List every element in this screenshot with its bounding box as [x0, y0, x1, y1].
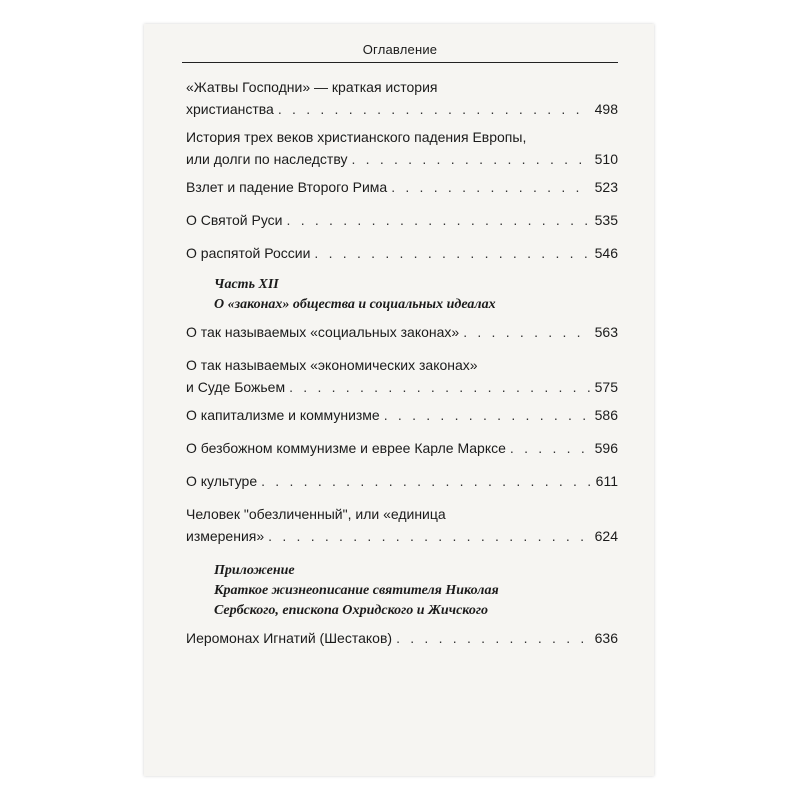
- dot-leader: [314, 242, 590, 264]
- toc-entry-row: [186, 404, 618, 426]
- toc-entry-title: измерения»: [186, 528, 265, 544]
- dot-leader: [391, 176, 590, 198]
- toc-entry-line: История трех веков христианского падения Европы,: [186, 129, 527, 145]
- toc-entry-row: [186, 376, 618, 398]
- toc-entry-title: О безбожном коммунизме и еврее Карле Марксе: [186, 440, 506, 456]
- toc-entry-title: Иеромонах Игнатий (Шестаков): [186, 630, 393, 646]
- part-heading: [186, 275, 618, 315]
- part-title: О «законах» общества и социальных идеалах: [214, 297, 496, 312]
- page-number: 624: [594, 528, 618, 544]
- toc-entry-row: [186, 209, 618, 231]
- page-number: 563: [594, 324, 618, 340]
- toc-entry[interactable]: [186, 126, 618, 170]
- page-number: 636: [594, 630, 618, 646]
- dot-leader: [261, 470, 592, 492]
- dot-leader: [268, 525, 590, 547]
- toc-entry-title: христианства: [186, 101, 274, 117]
- toc-group-c: [186, 627, 618, 649]
- toc-entry-row: [186, 321, 618, 343]
- toc-group-b: [186, 321, 618, 547]
- dot-leader: [384, 404, 591, 426]
- toc-entry-title: О так называемых «социальных законах»: [186, 324, 460, 340]
- page-number: 546: [594, 245, 618, 261]
- toc-entry[interactable]: [186, 242, 618, 264]
- toc-entry-title: О капитализме и коммунизме: [186, 407, 380, 423]
- appendix-title-line-2: Сербского, епископа Охридского и Жичского: [214, 603, 489, 618]
- toc-entry[interactable]: [186, 437, 618, 459]
- toc-entry-row: [186, 627, 618, 649]
- toc-entry-row: [186, 176, 618, 198]
- toc-entry[interactable]: [186, 354, 618, 398]
- toc-entry[interactable]: [186, 627, 618, 649]
- toc-entry[interactable]: [186, 76, 618, 120]
- dot-leader: [278, 98, 591, 120]
- toc-entry-line: «Жатвы Господни» — краткая история: [186, 79, 438, 95]
- toc-entry-row: [186, 470, 618, 492]
- page-number: 586: [594, 407, 618, 423]
- page-number: 575: [594, 379, 618, 395]
- toc-entry-line: Человек "обезличенный", или «единица: [186, 506, 446, 522]
- appendix-heading: [186, 561, 618, 621]
- toc-entry[interactable]: [186, 209, 618, 231]
- toc-entry[interactable]: [186, 176, 618, 198]
- toc-entry[interactable]: [186, 404, 618, 426]
- page-number: 510: [594, 151, 618, 167]
- page-number: 535: [594, 212, 618, 228]
- toc-entry-row: [186, 525, 618, 547]
- page-number: 611: [595, 473, 618, 489]
- toc-entry-title: Взлет и падение Второго Рима: [186, 179, 388, 195]
- toc-entry-title: и Суде Божьем: [186, 379, 286, 395]
- dot-leader: [510, 437, 591, 459]
- dot-leader: [287, 209, 591, 231]
- dot-leader: [396, 627, 591, 649]
- dot-leader: [463, 321, 590, 343]
- page-number: 523: [594, 179, 618, 195]
- dot-leader: [351, 148, 590, 170]
- appendix-title-line-1: Краткое жизнеописание святителя Николая: [214, 583, 499, 598]
- toc-entry-title: или долги по наследству: [186, 151, 348, 167]
- toc-entry-title: О культуре: [186, 473, 258, 489]
- toc-entry[interactable]: [186, 470, 618, 492]
- toc-entry-row: [186, 437, 618, 459]
- table-of-contents: [186, 76, 618, 660]
- page-number: 596: [594, 440, 618, 456]
- page-number: 498: [594, 101, 618, 117]
- running-header: Оглавление: [182, 38, 618, 63]
- toc-entry-row: [186, 148, 618, 170]
- appendix-label: Приложение: [214, 563, 295, 578]
- part-label: Часть XII: [214, 277, 279, 292]
- toc-entry-title: О Святой Руси: [186, 212, 283, 228]
- toc-group-a: [186, 76, 618, 264]
- toc-entry[interactable]: [186, 321, 618, 343]
- toc-entry-row: [186, 242, 618, 264]
- toc-entry-line: О так называемых «экономических законах»: [186, 357, 478, 373]
- toc-entry-row: [186, 98, 618, 120]
- toc-entry-title: О распятой России: [186, 245, 311, 261]
- book-page: [144, 24, 654, 776]
- dot-leader: [289, 376, 591, 398]
- toc-entry[interactable]: [186, 503, 618, 547]
